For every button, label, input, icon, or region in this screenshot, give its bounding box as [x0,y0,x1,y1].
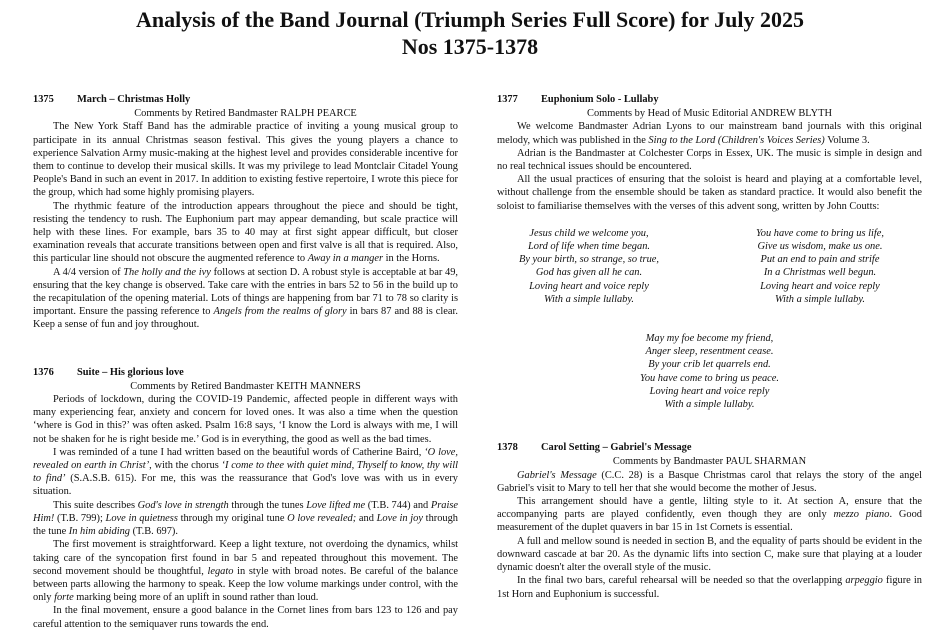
section-1377 [497,93,922,411]
section-heading [33,93,458,106]
paragraph: This arrangement should have a gentle, lilting style to it. At section A, ensure that the accompanying parts are played confidently, even though they are only mezzo piano. Good measurement of the duplet quavers in bar 15 in 1st Cornets is essential. [497,496,922,534]
section-title: Suite – His glorious love [77,366,184,378]
section-heading [497,93,922,106]
section-title: Carol Setting – Gabriel's Message [541,442,692,454]
verse-2: You have come to bring us life, Give us wisdom, make us one. Put an end to pain and strife In a Christmas well begun. Loving heart and voice reply With a simple lullaby. [755,227,884,305]
section-1376 [33,366,458,631]
section-number: 1378 [497,442,518,454]
paragraph: Gabriel's Message (C.C. 28) is a Basque Christmas carol that relays the story of the angel Gabriel's visit to Mary to tell her that she would become the mother of Jesus. [497,469,922,494]
paragraph: Periods of lockdown, during the COVID-19 Pandemic, affected people in different ways with many experiencing fear, anxiety and concern for loved ones. It was also a time when the question ‘where is God in this?’ was often asked. Psalm 16:8 says, ‘I know the Lord is always with me, I will not be shaken for he is right beside me.’ God is in everything, the good as well as the bad times. [33,394,458,445]
paragraph: A 4/4 version of The holly and the ivy follows at section D. A robust style is acceptable at bar 49, ensuring that the key change is observed. Take care with the entries in bars 52 to 56 in the build up to the recapitulation of the opening material. Lots of things are happening from bar 71 to 78 so clarity is important. Ensure the passing reference to Angels from the realms of glory in bars 87 and 88 is clear. Keep a sense of fun and joy throughout. [33,266,458,331]
paragraph: The rhythmic feature of the introduction appears throughout the piece and should be tight, resisting the tendency to rush. The Euphonium part may appear demanding, but scale practice will help with these lines. For example, bars 35 to 40 may at first sight appear difficult, but closer examination reveals that accurate transitions between open and first valve is all that is required. Also, this particular line should not obscure the augmented reference to Away in a manger in the Horns. [33,200,458,265]
section-comments: Comments by Head of Music Editorial ANDREW BLYTH [587,108,832,120]
paragraph: All the usual practices of ensuring that the soloist is heard and playing at a comfortable level, without challenge from the ensemble should be taken as standard practice. It would also benefit the soloist to familiarise themselves with the verses of this advent song, written by John Coutts: [497,174,922,212]
section-1375 [33,93,458,332]
section-number: 1377 [497,94,518,105]
title-line-1: Analysis of the Band Journal (Triumph Series Full Score) for July 2025 [136,7,804,32]
title-line-2: Nos 1375-1378 [401,34,539,59]
section-title: March – Christmas Holly [77,94,191,105]
verse-1: Jesus child we welcome you, Lord of life when time began. By your birth, so strange, so true, God has given all he can. Loving heart and voice reply With a simple lullaby. [519,227,659,305]
paragraph: This suite describes God's love in strength through the tunes Love lifted me (T.B. 744) and Praise Him! (T.B. 799); Love in quietness through my original tune O love revealed; and Love in joy through the tune In him abiding (T.B. 697). [33,499,459,538]
section-number: 1376 [33,366,54,378]
section-comments: Comments by Retired Bandmaster KEITH MANNERS [130,380,361,392]
section-heading [497,441,922,454]
section-comments: Comments by Retired Bandmaster RALPH PEARCE [134,108,357,120]
section-title: Euphonium Solo - Lullaby [541,94,659,105]
paragraph: I was reminded of a tune I had written based on the beautiful words of Catherine Baird, ‘O love, revealed on earth in Christ’, with the chorus ‘I come to thee with quiet mind, Thyself to know, thy will to find’ (S.A.S.B. 615). For me, this was the reassurance that God's love was with us in every situation. [33,446,458,498]
verses-row [519,227,884,306]
section-number: 1375 [33,94,54,105]
paragraph: The first movement is straightforward. Keep a light texture, not overdoing the dynamics, whilst taking care of the syncopation first found in bar 5 and repeated throughout this movement. The second movement should be thoughtful, legato in style with broad notes. Be careful of the balance between parts allowing the harmony to speak. Keep the low volume markings under control, with the only forte marking being more of an uplift in sound rather than loud. [33,539,458,604]
left-column [33,93,458,631]
section-heading [33,366,458,379]
verse-3: May my foe become my friend, Anger sleep, resentment cease. By your crib let quarrels end. You have come to bring us peace. Loving heart and voice reply With a simple lullaby. [640,333,779,411]
section-comments: Comments by Bandmaster PAUL SHARMAN [612,456,807,468]
paragraph: We welcome Bandmaster Adrian Lyons to our mainstream band journals with this original melody, which was published in the Sing to the Lord (Children's Voices Series) Volume 3. [497,121,922,146]
paragraph: In the final movement, ensure a good balance in the Cornet lines from bars 123 to 126 and pay careful attention to the semiquaver runs towards the end. [33,605,458,630]
document-title [0,6,940,60]
paragraph: Adrian is the Bandmaster at Colchester Corps in Essex, UK. The music is simple in design and no real technical issues should be encountered. [497,147,922,173]
paragraph: A full and mellow sound is needed in section B, and the equality of parts should be evident in the downward cascade at bar 20. As the dynamic lifts into section C, make sure that playing at a louder dynamic doesn't alter the overall style of the music. [497,535,922,574]
paragraph: In the final two bars, careful rehearsal will be needed so that the overlapping arpeggio figure in 1st Horn and Euphonium is successful. [497,575,922,600]
section-1378 [497,441,922,600]
right-column [497,93,922,601]
paragraph: The New York Staff Band has the admirable practice of inviting a young musical group to participate in its annual Christmas season festival. This gives the young players a chance to experience Salvation Army music-making at the highest level and provides considerable incentive for them to continue to develop their musical skills. It was my privilege to lead Montclair Citadel Young People's Band in such an event in 2017. In addition to existing festive repertoire, I wrote this piece for the group, which had some highly promising players. [33,121,458,199]
